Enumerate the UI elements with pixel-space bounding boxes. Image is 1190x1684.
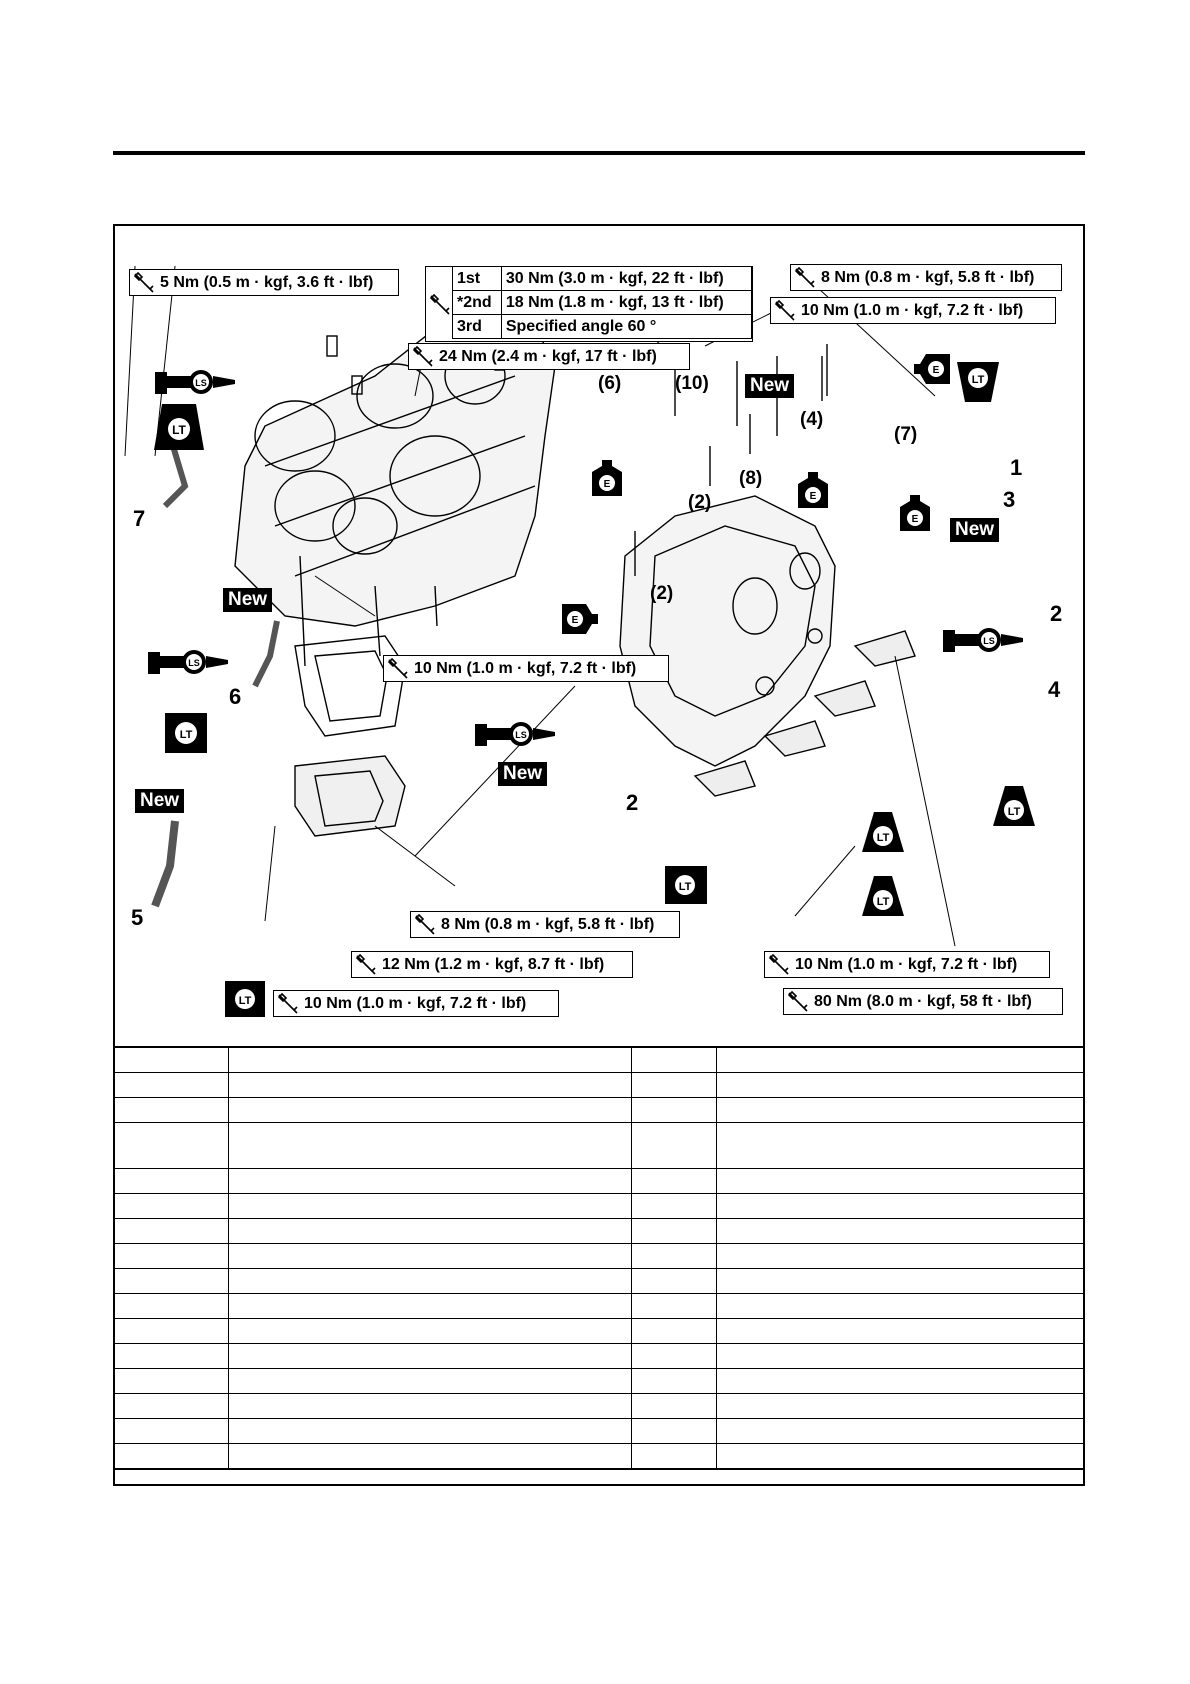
table-cell [631, 1344, 716, 1369]
table-cell [631, 1369, 716, 1394]
torque-value: 80 Nm (8.0 m · kgf, 58 ft · lbf) [814, 992, 1032, 1010]
table-row [114, 1047, 1084, 1073]
table-cell [631, 1219, 716, 1244]
table-cell [228, 1244, 631, 1269]
lithium-symbol: LS [195, 378, 207, 388]
loctite-symbol: LT [876, 832, 890, 844]
table-cell [716, 1219, 1084, 1244]
table-cell [631, 1098, 716, 1123]
torque-wrench-icon [276, 992, 300, 1016]
torque-label-80nm [783, 988, 1063, 1015]
table-cell [716, 1444, 1084, 1470]
table-cell [716, 1047, 1084, 1073]
table-cell [716, 1419, 1084, 1444]
table-cell [228, 1294, 631, 1319]
table-cell [716, 1294, 1084, 1319]
table-row [114, 1244, 1084, 1269]
torque-value: 10 Nm (1.0 m · kgf, 7.2 ft · lbf) [795, 955, 1018, 973]
torque-label-8nm-bottom [410, 911, 680, 938]
table-row [114, 1444, 1084, 1470]
torque-label-12nm [351, 951, 633, 978]
sequence-value: 30 Nm (3.0 m · kgf, 22 ft · lbf) [501, 267, 751, 291]
table-cell [716, 1369, 1084, 1394]
torque-wrench-icon [354, 953, 378, 977]
bolt-sequence-label: (2) [688, 492, 712, 513]
lithium-symbol: LS [515, 730, 527, 740]
torque-wrench-icon [786, 990, 810, 1014]
table-cell [114, 1123, 228, 1169]
table-cell [228, 1319, 631, 1344]
sequence-step: 3rd [453, 315, 502, 339]
torque-label-10nm-mid [383, 655, 669, 682]
lithium-symbol: LS [188, 658, 200, 668]
table-cell [228, 1419, 631, 1444]
engine-oil-can-icon [590, 458, 624, 498]
table-row [114, 1419, 1084, 1444]
bolt-sequence-label: (6) [598, 373, 622, 394]
torque-wrench-icon [132, 271, 156, 295]
table-row [114, 1269, 1084, 1294]
table-cell [114, 1394, 228, 1419]
table-cell [631, 1269, 716, 1294]
table-cell [114, 1073, 228, 1098]
table-cell [631, 1244, 716, 1269]
table-cell [114, 1319, 228, 1344]
torque-label-10nm-bottom-right [764, 951, 1050, 978]
table-row [114, 1369, 1084, 1394]
table-cell [114, 1047, 228, 1073]
table-cell [631, 1169, 716, 1194]
lithium-symbol: LS [983, 636, 995, 646]
lithium-grease-gun-icon [148, 646, 230, 676]
table-cell [228, 1219, 631, 1244]
table-cell [114, 1169, 228, 1194]
new-part-tag: New [950, 518, 999, 542]
oil-symbol: E [603, 479, 611, 490]
table-row [114, 1294, 1084, 1319]
table-row [114, 1098, 1084, 1123]
bolt-sequence-label: (8) [739, 468, 763, 489]
loctite-symbol: LT [179, 729, 193, 741]
header-rule [113, 151, 1085, 155]
loctite-symbol: LT [172, 423, 186, 437]
loctite-bottle-icon [955, 360, 1001, 404]
table-cell [114, 1419, 228, 1444]
table-cell [114, 1294, 228, 1319]
bolt-sequence-label: (2) [650, 583, 674, 604]
part-number-4: 4 [1048, 677, 1061, 702]
table-cell [716, 1073, 1084, 1098]
table-cell [631, 1047, 716, 1073]
bolt-sequence-label: (7) [894, 424, 918, 445]
table-cell [716, 1244, 1084, 1269]
loctite-bottle-icon [152, 402, 206, 452]
parts-list-table [113, 1046, 1085, 1470]
torque-value: 8 Nm (0.8 m · kgf, 5.8 ft · lbf) [441, 915, 655, 933]
table-cell [631, 1394, 716, 1419]
table-cell [228, 1444, 631, 1470]
table-cell [716, 1269, 1084, 1294]
torque-value: 8 Nm (0.8 m · kgf, 5.8 ft · lbf) [821, 268, 1035, 286]
table-cell [228, 1269, 631, 1294]
sequence-step: *2nd [453, 291, 502, 315]
table-cell [631, 1073, 716, 1098]
new-part-tag: New [223, 588, 272, 612]
table-cell [114, 1444, 228, 1470]
torque-wrench-icon [413, 913, 437, 937]
oil-symbol: E [571, 615, 579, 626]
sequence-row [453, 315, 752, 339]
loctite-symbol: LT [678, 881, 692, 893]
sequence-step: 1st [453, 267, 502, 291]
lithium-grease-gun-icon [943, 624, 1025, 654]
oil-symbol: E [809, 491, 817, 502]
table-cell [114, 1344, 228, 1369]
table-row [114, 1169, 1084, 1194]
table-row [114, 1073, 1084, 1098]
table-cell [631, 1194, 716, 1219]
table-cell [114, 1244, 228, 1269]
table-cell [114, 1194, 228, 1219]
table-cell [631, 1123, 716, 1169]
part-number-7: 7 [133, 506, 146, 531]
table-cell [716, 1098, 1084, 1123]
oil-symbol: E [911, 514, 919, 525]
sequence-row [453, 291, 752, 315]
table-cell [114, 1369, 228, 1394]
loctite-symbol: LT [1007, 806, 1021, 818]
torque-wrench-icon [793, 266, 817, 290]
torque-label-24nm [408, 343, 690, 370]
part-number-1: 1 [1010, 455, 1023, 480]
new-part-tag: New [745, 374, 794, 398]
table-cell [228, 1047, 631, 1073]
table-cell [228, 1073, 631, 1098]
table-cell [228, 1369, 631, 1394]
sequence-value: 18 Nm (1.8 m · kgf, 13 ft · lbf) [501, 291, 751, 315]
torque-value: 10 Nm (1.0 m · kgf, 7.2 ft · lbf) [304, 994, 527, 1012]
lithium-grease-gun-icon [155, 366, 237, 396]
loctite-symbol: LT [238, 995, 252, 1007]
torque-wrench-icon [773, 299, 797, 323]
engine-oil-can-icon [796, 470, 830, 510]
loctite-symbol: LT [876, 896, 890, 908]
loctite-bottle-icon [860, 874, 906, 918]
torque-wrench-icon [386, 657, 410, 681]
table-cell [228, 1098, 631, 1123]
torque-label-5nm [129, 269, 399, 296]
torque-wrench-icon [428, 293, 452, 317]
table-cell [631, 1294, 716, 1319]
loctite-bottle-icon [991, 784, 1037, 828]
table-cell [631, 1444, 716, 1470]
torque-value: 24 Nm (2.4 m · kgf, 17 ft · lbf) [439, 347, 657, 365]
table-row [114, 1219, 1084, 1244]
table-row [114, 1394, 1084, 1419]
table-row [114, 1123, 1084, 1169]
table-cell [114, 1269, 228, 1294]
table-cell [228, 1123, 631, 1169]
table-cell [716, 1319, 1084, 1344]
engine-oil-can-icon [898, 493, 932, 533]
table-cell [631, 1319, 716, 1344]
torque-wrench-icon [411, 345, 435, 369]
table-cell [716, 1394, 1084, 1419]
table-cell [716, 1169, 1084, 1194]
part-number-2: 2 [626, 790, 639, 815]
new-part-tag: New [135, 789, 184, 813]
table-cell [716, 1194, 1084, 1219]
loctite-bottle-icon [223, 979, 267, 1019]
sequence-row [453, 267, 752, 291]
bolt-sequence-label: (10) [675, 373, 709, 394]
torque-value: 12 Nm (1.2 m · kgf, 8.7 ft · lbf) [382, 955, 605, 973]
part-number-2: 2 [1050, 601, 1063, 626]
part-number-6: 6 [229, 684, 242, 709]
torque-label-8nm-top [790, 264, 1062, 291]
torque-sequence-table [425, 266, 753, 342]
table-row [114, 1319, 1084, 1344]
table-row [114, 1344, 1084, 1369]
loctite-bottle-icon [860, 810, 906, 854]
part-number-5: 5 [131, 905, 144, 930]
bolt-sequence-label: (4) [800, 409, 824, 430]
loctite-bottle-icon [163, 711, 209, 755]
table-row [114, 1194, 1084, 1219]
table-cell [114, 1219, 228, 1244]
lithium-grease-gun-icon [475, 718, 557, 748]
oil-symbol: E [932, 365, 940, 376]
table-cell [228, 1169, 631, 1194]
table-cell [631, 1419, 716, 1444]
torque-value: 5 Nm (0.5 m · kgf, 3.6 ft · lbf) [160, 273, 374, 291]
table-cell [228, 1194, 631, 1219]
engine-oil-can-icon [560, 602, 600, 636]
table-cell [114, 1098, 228, 1123]
table-cell [716, 1123, 1084, 1169]
torque-wrench-icon [767, 953, 791, 977]
engine-oil-can-icon [912, 352, 952, 386]
loctite-symbol: LT [971, 374, 985, 386]
table-cell [228, 1344, 631, 1369]
torque-label-10nm-bottom-left [273, 990, 559, 1017]
torque-label-10nm-top [770, 297, 1056, 324]
loctite-bottle-icon [663, 864, 709, 906]
sequence-value: Specified angle 60 ° [501, 315, 751, 339]
part-number-3: 3 [1003, 487, 1016, 512]
upper-crankcase-drawing [235, 321, 555, 666]
table-cell [228, 1394, 631, 1419]
torque-value: 10 Nm (1.0 m · kgf, 7.2 ft · lbf) [801, 301, 1024, 319]
torque-value: 10 Nm (1.0 m · kgf, 7.2 ft · lbf) [414, 659, 637, 677]
table-cell [716, 1344, 1084, 1369]
new-part-tag: New [498, 762, 547, 786]
